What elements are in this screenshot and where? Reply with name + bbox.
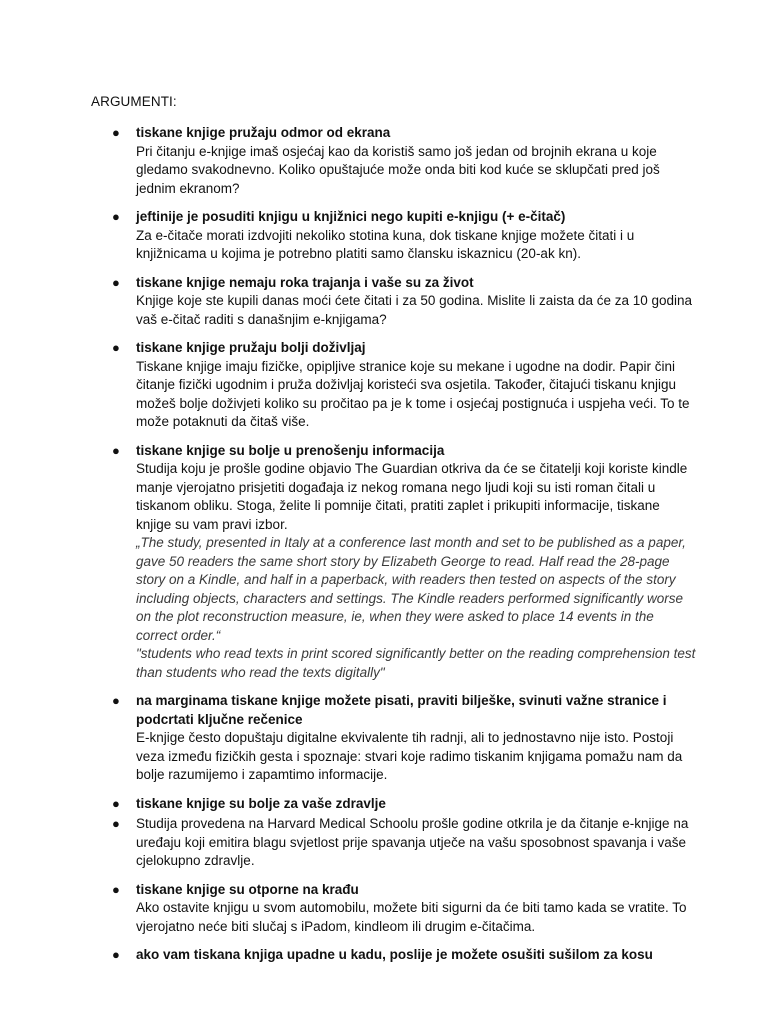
argument-body: Studija provedena na Harvard Medical Schoolu prošle godine otkrila je da čitanje e-knjige na uređaju koji emitira blagu svjetlost prije spavanja utječe na vašu sposobnost spavanja i vaše cjelokupno zdravlje.	[136, 816, 689, 868]
argument-body: Knjige koje ste kupili danas moći ćete čitati i za 50 godina. Mislite li zaista da će za 10 godina vaš e-čitač raditi s današnjim e-knjigama?	[136, 293, 693, 327]
argument-item-2	[0, 208, 768, 264]
argument-title: tiskane knjige pružaju odmor od ekrana	[136, 125, 391, 140]
bullet-icon: ●	[112, 125, 120, 140]
bullet-icon: ●	[112, 947, 120, 962]
argument-item-10	[0, 946, 768, 965]
bullet-icon: ●	[112, 795, 120, 811]
argument-item-4	[0, 339, 768, 432]
argument-body: Ako ostavite knjigu u svom automobilu, možete biti sigurni da će biti tamo kada se vratite. To vjerojatno neće biti slučaj s iPadom, kindleom ili drugim e-čitačima.	[136, 900, 687, 934]
bullet-icon: ●	[112, 209, 120, 224]
argument-item-7	[0, 795, 768, 814]
argument-item-6	[0, 692, 768, 785]
bullet-icon: ●	[112, 693, 120, 708]
argument-title: tiskane knjige su bolje u prenošenju informacija	[136, 442, 445, 458]
argument-title: tiskane knjige nemaju roka trajanja i vaše su za život	[136, 274, 474, 290]
argument-item-5	[0, 442, 768, 683]
argument-title: ako vam tiskana knjiga upadne u kadu, poslije je možete osušiti sušilom za kosu	[136, 947, 653, 962]
argument-title: na marginama tiskane knjige možete pisati, praviti bilješke, svinuti važne stranice i podcrtati ključne rečenice	[136, 693, 667, 727]
argument-body: Za e-čitače morati izdvojiti nekoliko stotina kuna, dok tiskane knjige možete čitati i u knjižnicama u kojima je potrebno platiti samo člansku iskaznicu (20-ak kn).	[136, 227, 635, 261]
argument-quote: „The study, presented in Italy at a conference last month and set to be published as a paper, gave 50 readers the same short story by Elizabeth George to read. Half read the 28-page story on a Kindle, and half in a paperback, with readers then tested on aspects of the story including objects, characters and settings. The Kindle readers performed significantly worse on the plot reconstruction measure, ie, when they were asked to place 14 events in the correct order.“	[136, 535, 686, 643]
argument-item-1	[0, 124, 768, 198]
bullet-icon: ●	[112, 274, 120, 290]
bullet-icon: ●	[112, 442, 120, 458]
argument-title: jeftinije je posuditi knjigu u knjižnici nego kupiti e-knjigu (+ e-čitač)	[136, 209, 566, 224]
argument-body: Studija koju je prošle godine objavio The Guardian otkriva da će se čitatelji koji koriste kindle manje vjerojatno prisjetiti događaja iz nekog romana nego ljudi koji su isti roman čitali u tiskanom obliku. Stoga, želite li pomnije čitati, pratiti zaplet i prikupiti informacije, tiskane knjige su vam pravi izbor.	[136, 461, 688, 532]
bullet-icon: ●	[112, 881, 120, 897]
argument-item-3	[0, 274, 768, 330]
argument-body: E-knjige često dopuštaju digitalne ekvivalente tih radnji, ali to jednostavno nije isto. Postoji veza između fizičkih gesta i spoznaje: stvari koje radimo tiskanim knjigama pomažu nam da bolje razumijemo i zapamtimo informacije.	[136, 730, 683, 782]
argument-item-8	[0, 815, 768, 871]
bullet-icon: ●	[112, 340, 120, 355]
document-heading: ARGUMENTI:	[91, 94, 177, 109]
bullet-icon: ●	[112, 816, 120, 831]
argument-body: Tiskane knjige imaju fizičke, opipljive stranice koje su mekane i ugodne na dodir. Papir čini čitanje fizički ugodnim i pruža doživljaj koristeći sva osjetila. Također, čitajući tiskanu knjigu možeš bolje doživjeti koliko su pročitao pa je k tome i osjećaj postignuća i uspjeha veći. To te može potaknuti da čitaš više.	[136, 358, 690, 429]
argument-body: Pri čitanju e-knjige imaš osjećaj kao da koristiš samo još jedan od brojnih ekrana u koje gledamo svakodnevno. Koliko opuštajuće može onda biti kod kuće se sklupčati pred još jednim ekranom?	[136, 143, 660, 196]
argument-item-9	[0, 881, 768, 937]
argument-title: tiskane knjige pružaju bolji doživljaj	[136, 340, 366, 355]
argument-title: tiskane knjige su otporne na krađu	[136, 881, 359, 897]
argument-quote-2: "students who read texts in print scored significantly better on the reading comprehension test than students who read the texts digitally"	[136, 646, 696, 680]
argument-title: tiskane knjige su bolje za vaše zdravlje	[136, 795, 386, 811]
argument-list	[0, 124, 768, 975]
